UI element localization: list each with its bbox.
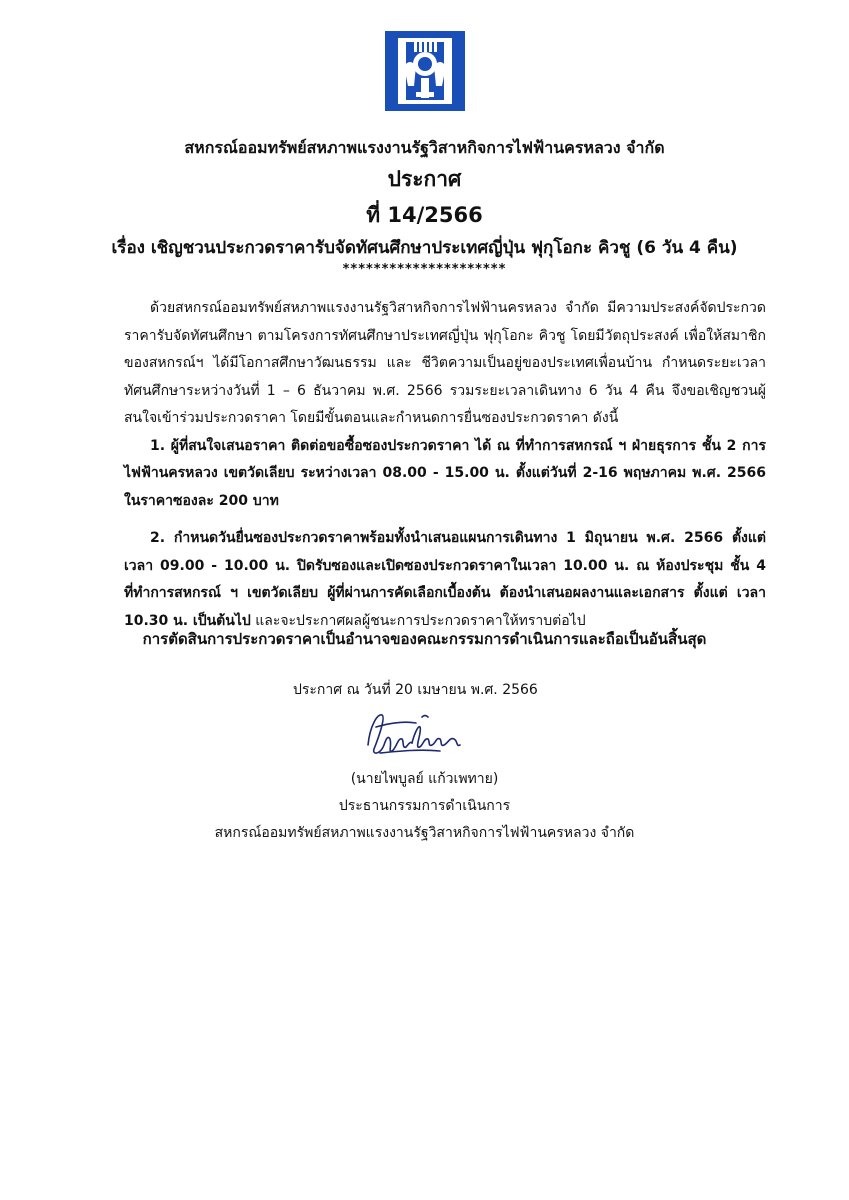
procedure-item-2-bold: 2. กำหนดวันยื่นซองประกวดราคาพร้อมทั้งนำเสนอแผนการเดินทาง 1 มิถุนายน พ.ศ. 2566 ตั้งแต่เวลา 09.00 - 10.00 น. ปิดรับซองและเปิดซองประกวดราคาในเวลา 10.00 น. ณ ห้องประชุม ชั้น 4 ที่ทำการสหกรณ์ ฯ เขตวัดเลียบ ผู้ที่ผ่านการคัดเลือกเบื้องต้น ต้องนำเสนอผลงานและเอกสาร ตั้งแต่ เวลา 10.30 น. เป็นต้นไป	[124, 530, 766, 629]
cooperative-logo-icon	[384, 30, 466, 112]
signature-block	[0, 766, 849, 847]
announcement-date: ประกาศ ณ วันที่ 20 เมษายน พ.ศ. 2566	[293, 682, 538, 698]
closing-statement: การตัดสินการประกวดราคาเป็นอำนาจของคณะกรรมการดำเนินการและถือเป็นอันสิ้นสุด	[142, 630, 707, 648]
procedure-item-2-note: และจะประกาศผลผู้ชนะการประกวดราคาให้ทราบต่อไป	[250, 612, 586, 629]
signer-position: ประธานกรรมการดำเนินการ	[338, 798, 511, 814]
organization-name: สหกรณ์ออมทรัพย์สหภาพแรงงานรัฐวิสาหกิจการไฟฟ้านครหลวง จำกัด	[184, 138, 665, 157]
announcement-number: ที่ 14/2566	[366, 203, 483, 227]
announcement-title: ประกาศ	[387, 167, 462, 191]
signer-organization: สหกรณ์ออมทรัพย์สหภาพแรงงานรัฐวิสาหกิจการไฟฟ้านครหลวง จำกัด	[214, 825, 635, 841]
signer-name: (นายไพบูลย์ แก้วเพทาย)	[350, 771, 499, 787]
star-divider: *********************	[342, 262, 507, 277]
announcement-body	[124, 295, 766, 635]
procedure-item-2	[124, 525, 766, 635]
procedure-item-1: 1. ผู้ที่สนใจเสนอราคา ติดต่อขอซื้อซองประกวดราคา ได้ ณ ที่ทำการสหกรณ์ ฯ ฝ่ายธุรการ ชั้น 2 การไฟฟ้านครหลวง เขตวัดเลียบ ระหว่างเวลา 08.00 - 15.00 น. ตั้งแต่วันที่ 2-16 พฤษภาคม พ.ศ. 2566 ในราคาซองละ 200 บาท	[124, 437, 767, 509]
handwritten-signature	[360, 705, 470, 763]
announcement-subject: เรื่อง เชิญชวนประกวดราคารับจัดทัศนศึกษาประเทศญี่ปุ่น ฟุกุโอกะ คิวชู (6 วัน 4 คืน)	[111, 238, 738, 258]
intro-paragraph: ด้วยสหกรณ์ออมทรัพย์สหภาพแรงงานรัฐวิสาหกิจการไฟฟ้านครหลวง จำกัด มีความประสงค์จัดประกวดราคารับจัดทัศนศึกษา ตามโครงการทัศนศึกษาประเทศญี่ปุ่น ฟุกุโอกะ คิวชู โดยมีวัตถุประสงค์ เพื่อให้สมาชิกของสหกรณ์ฯ ได้มีโอกาสศึกษาวัฒนธรรม และ ชีวิตความเป็นอยู่ของประเทศเพื่อนบ้าน กำหนดระยะเวลาทัศนศึกษาระหว่างวันที่ 1 – 6 ธันวาคม พ.ศ. 2566 รวมระยะเวลาเดินทาง 6 วัน 4 คืน จึงขอเชิญชวนผู้สนใจเข้าร่วมประกวดราคา โดยมีขั้นตอนและกำหนดการยื่นซองประกวดราคา ดังนี้	[124, 300, 766, 426]
